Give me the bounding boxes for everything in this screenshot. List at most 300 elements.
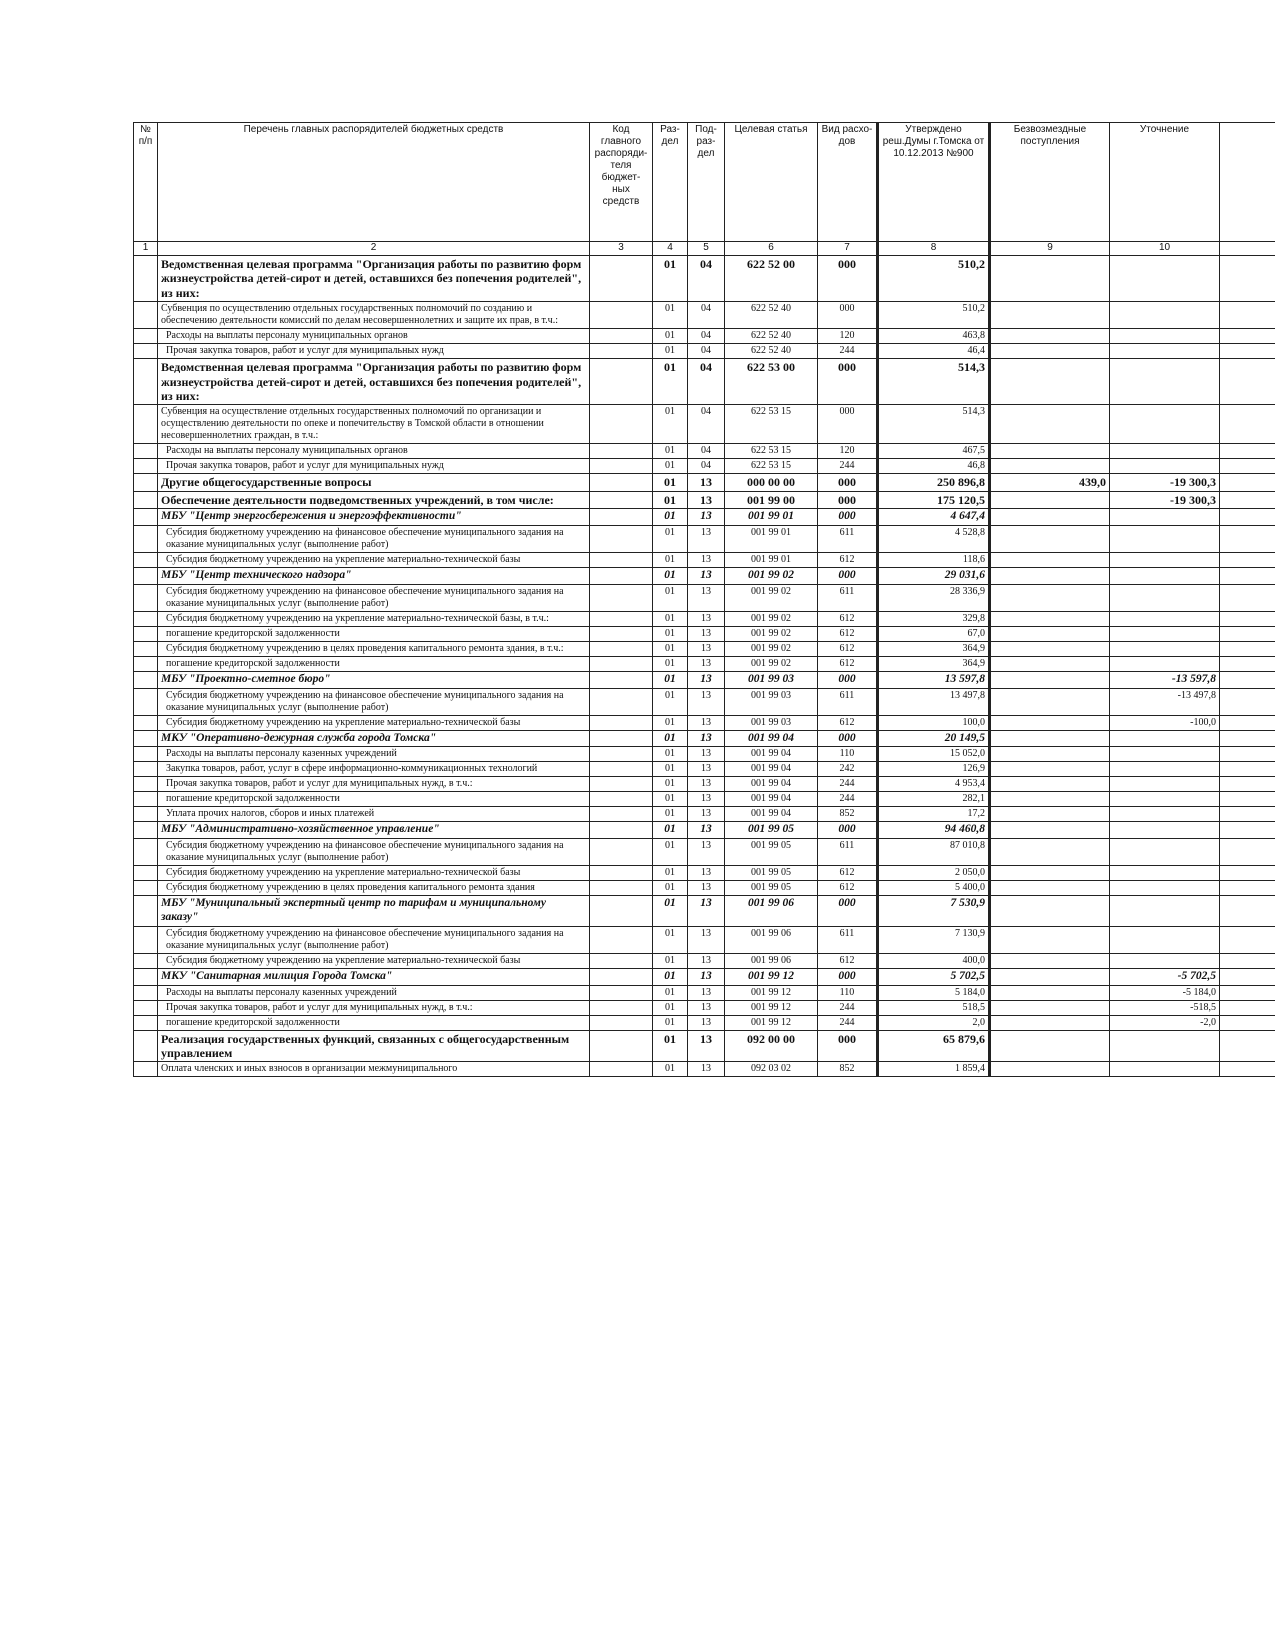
row-number bbox=[134, 747, 158, 762]
row-target-article: 001 99 12 bbox=[725, 985, 818, 1000]
row-extra bbox=[1220, 881, 1275, 896]
row-expense-type: 000 bbox=[818, 968, 878, 985]
row-target-article: 001 99 02 bbox=[725, 584, 818, 611]
row-razdel: 01 bbox=[653, 807, 688, 822]
row-admin-code bbox=[590, 715, 653, 730]
row-podrazdel: 13 bbox=[688, 611, 725, 626]
row-razdel: 01 bbox=[653, 611, 688, 626]
row-number bbox=[134, 985, 158, 1000]
row-approved: 46,8 bbox=[878, 459, 990, 474]
row-approved: 5 702,5 bbox=[878, 968, 990, 985]
row-name: Прочая закупка товаров, работ и услуг для муниципальных нужд, в т.ч.: bbox=[158, 777, 590, 792]
row-target-article: 001 99 02 bbox=[725, 567, 818, 584]
row-clarification bbox=[1110, 881, 1220, 896]
row-razdel: 01 bbox=[653, 881, 688, 896]
row-podrazdel: 13 bbox=[688, 777, 725, 792]
row-target-article: 622 53 15 bbox=[725, 444, 818, 459]
row-admin-code bbox=[590, 444, 653, 459]
row-podrazdel: 13 bbox=[688, 881, 725, 896]
row-razdel: 01 bbox=[653, 329, 688, 344]
row-expense-type: 852 bbox=[818, 807, 878, 822]
row-expense-type: 000 bbox=[818, 491, 878, 508]
row-admin-code bbox=[590, 747, 653, 762]
row-extra bbox=[1220, 985, 1275, 1000]
row-clarification bbox=[1110, 611, 1220, 626]
row-extra bbox=[1220, 611, 1275, 626]
row-admin-code bbox=[590, 839, 653, 866]
row-grants bbox=[990, 405, 1110, 444]
row-approved: 364,9 bbox=[878, 656, 990, 671]
row-target-article: 622 53 00 bbox=[725, 359, 818, 405]
row-approved: 100,0 bbox=[878, 715, 990, 730]
row-razdel: 01 bbox=[653, 747, 688, 762]
table-row bbox=[134, 359, 1275, 405]
row-podrazdel: 04 bbox=[688, 444, 725, 459]
row-extra bbox=[1220, 1062, 1275, 1077]
row-podrazdel: 13 bbox=[688, 671, 725, 688]
row-name: Субсидия бюджетному учреждению в целях проведения капитального ремонта здания, в т.ч.: bbox=[158, 641, 590, 656]
row-target-article: 622 53 15 bbox=[725, 459, 818, 474]
row-admin-code bbox=[590, 671, 653, 688]
table-row bbox=[134, 584, 1275, 611]
row-name: МБУ "Муниципальный экспертный центр по тарифам и муниципальному заказу" bbox=[158, 896, 590, 927]
row-admin-code bbox=[590, 968, 653, 985]
row-podrazdel: 13 bbox=[688, 509, 725, 526]
row-target-article: 001 99 05 bbox=[725, 866, 818, 881]
row-number bbox=[134, 926, 158, 953]
row-extra bbox=[1220, 762, 1275, 777]
row-clarification bbox=[1110, 1030, 1220, 1062]
row-extra bbox=[1220, 1030, 1275, 1062]
row-name: Реализация государственных функций, связанных с общегосударственным управлением bbox=[158, 1030, 590, 1062]
row-target-article: 001 99 12 bbox=[725, 1000, 818, 1015]
row-name: Субвенция на осуществление отдельных государственных полномочий по организации и осуществлению деятельности по опеке и попечительству в Томской области в отношении несовершеннолетних граждан, в т.ч.: bbox=[158, 405, 590, 444]
row-name: Субсидия бюджетному учреждению на финансовое обеспечение муниципального задания на оказание муниципальных услуг (выполнение работ) bbox=[158, 584, 590, 611]
row-target-article: 001 99 02 bbox=[725, 611, 818, 626]
row-podrazdel: 13 bbox=[688, 1062, 725, 1077]
row-name: МБУ "Проектно-сметное бюро" bbox=[158, 671, 590, 688]
row-target-article: 001 99 03 bbox=[725, 688, 818, 715]
row-razdel: 01 bbox=[653, 626, 688, 641]
row-admin-code bbox=[590, 881, 653, 896]
row-extra bbox=[1220, 256, 1275, 302]
row-admin-code bbox=[590, 611, 653, 626]
row-razdel: 01 bbox=[653, 953, 688, 968]
row-podrazdel: 04 bbox=[688, 405, 725, 444]
table-row bbox=[134, 444, 1275, 459]
row-clarification: -19 300,3 bbox=[1110, 474, 1220, 491]
row-clarification: -518,5 bbox=[1110, 1000, 1220, 1015]
row-extra bbox=[1220, 1015, 1275, 1030]
row-number bbox=[134, 671, 158, 688]
row-number bbox=[134, 256, 158, 302]
row-podrazdel: 13 bbox=[688, 1015, 725, 1030]
row-clarification bbox=[1110, 822, 1220, 839]
row-extra bbox=[1220, 459, 1275, 474]
row-extra bbox=[1220, 359, 1275, 405]
row-expense-type: 000 bbox=[818, 302, 878, 329]
row-approved: 46,4 bbox=[878, 344, 990, 359]
row-target-article: 001 99 01 bbox=[725, 525, 818, 552]
row-razdel: 01 bbox=[653, 491, 688, 508]
row-grants bbox=[990, 641, 1110, 656]
row-extra bbox=[1220, 1000, 1275, 1015]
row-podrazdel: 13 bbox=[688, 866, 725, 881]
row-grants bbox=[990, 822, 1110, 839]
row-number bbox=[134, 509, 158, 526]
table-row bbox=[134, 656, 1275, 671]
row-admin-code bbox=[590, 491, 653, 508]
row-number bbox=[134, 459, 158, 474]
header-number: № п/п bbox=[134, 123, 158, 242]
row-target-article: 001 99 04 bbox=[725, 730, 818, 747]
row-podrazdel: 13 bbox=[688, 807, 725, 822]
row-extra bbox=[1220, 968, 1275, 985]
row-razdel: 01 bbox=[653, 567, 688, 584]
row-approved: 17,2 bbox=[878, 807, 990, 822]
row-name: Расходы на выплаты персоналу казенных учреждений bbox=[158, 985, 590, 1000]
header-code: Код главного распоряди-теля бюджет-ных средств bbox=[590, 123, 653, 242]
row-approved: 282,1 bbox=[878, 792, 990, 807]
header-name: Перечень главных распорядителей бюджетных средств bbox=[158, 123, 590, 242]
row-clarification bbox=[1110, 896, 1220, 927]
header-clarification: Уточнение bbox=[1110, 123, 1220, 242]
row-expense-type: 000 bbox=[818, 730, 878, 747]
row-number bbox=[134, 688, 158, 715]
row-clarification bbox=[1110, 777, 1220, 792]
row-clarification bbox=[1110, 444, 1220, 459]
row-approved: 20 149,5 bbox=[878, 730, 990, 747]
row-expense-type: 120 bbox=[818, 444, 878, 459]
row-admin-code bbox=[590, 1030, 653, 1062]
row-expense-type: 000 bbox=[818, 474, 878, 491]
row-clarification bbox=[1110, 1062, 1220, 1077]
row-admin-code bbox=[590, 552, 653, 567]
row-approved: 67,0 bbox=[878, 626, 990, 641]
row-name: погашение кредиторской задолженности bbox=[158, 626, 590, 641]
row-target-article: 001 99 04 bbox=[725, 762, 818, 777]
colnum: 6 bbox=[725, 242, 818, 256]
row-podrazdel: 13 bbox=[688, 896, 725, 927]
colnum: 2 bbox=[158, 242, 590, 256]
row-target-article: 622 52 00 bbox=[725, 256, 818, 302]
row-grants bbox=[990, 866, 1110, 881]
row-clarification bbox=[1110, 329, 1220, 344]
row-number bbox=[134, 359, 158, 405]
row-name: Субсидия бюджетному учреждению на укрепление материально-технической базы bbox=[158, 866, 590, 881]
row-razdel: 01 bbox=[653, 1015, 688, 1030]
row-approved: 7 130,9 bbox=[878, 926, 990, 953]
row-expense-type: 244 bbox=[818, 344, 878, 359]
row-grants bbox=[990, 985, 1110, 1000]
row-extra bbox=[1220, 444, 1275, 459]
row-target-article: 001 99 01 bbox=[725, 509, 818, 526]
table-row bbox=[134, 968, 1275, 985]
table-row bbox=[134, 626, 1275, 641]
row-number bbox=[134, 968, 158, 985]
row-approved: 510,2 bbox=[878, 302, 990, 329]
row-approved: 250 896,8 bbox=[878, 474, 990, 491]
table-row bbox=[134, 525, 1275, 552]
row-admin-code bbox=[590, 344, 653, 359]
row-expense-type: 000 bbox=[818, 567, 878, 584]
row-admin-code bbox=[590, 1062, 653, 1077]
table-row bbox=[134, 329, 1275, 344]
header-extra bbox=[1220, 123, 1275, 242]
row-extra bbox=[1220, 552, 1275, 567]
table-row bbox=[134, 641, 1275, 656]
row-approved: 65 879,6 bbox=[878, 1030, 990, 1062]
row-grants bbox=[990, 302, 1110, 329]
row-target-article: 622 52 40 bbox=[725, 344, 818, 359]
row-grants bbox=[990, 926, 1110, 953]
row-razdel: 01 bbox=[653, 1000, 688, 1015]
header-target-article: Целевая статья bbox=[725, 123, 818, 242]
row-grants bbox=[990, 1015, 1110, 1030]
row-clarification bbox=[1110, 584, 1220, 611]
row-razdel: 01 bbox=[653, 730, 688, 747]
row-name: Прочая закупка товаров, работ и услуг для муниципальных нужд bbox=[158, 459, 590, 474]
row-approved: 329,8 bbox=[878, 611, 990, 626]
row-approved: 4 528,8 bbox=[878, 525, 990, 552]
row-target-article: 622 53 15 bbox=[725, 405, 818, 444]
row-target-article: 001 99 02 bbox=[725, 641, 818, 656]
table-row bbox=[134, 747, 1275, 762]
row-expense-type: 110 bbox=[818, 747, 878, 762]
row-approved: 5 400,0 bbox=[878, 881, 990, 896]
row-clarification: -5 702,5 bbox=[1110, 968, 1220, 985]
row-number bbox=[134, 491, 158, 508]
table-row bbox=[134, 762, 1275, 777]
row-admin-code bbox=[590, 474, 653, 491]
row-number bbox=[134, 302, 158, 329]
row-admin-code bbox=[590, 525, 653, 552]
row-podrazdel: 13 bbox=[688, 747, 725, 762]
row-approved: 126,9 bbox=[878, 762, 990, 777]
row-number bbox=[134, 474, 158, 491]
row-extra bbox=[1220, 302, 1275, 329]
row-clarification bbox=[1110, 926, 1220, 953]
row-podrazdel: 13 bbox=[688, 715, 725, 730]
header-podrazdel: Под-раз-дел bbox=[688, 123, 725, 242]
row-admin-code bbox=[590, 459, 653, 474]
row-name: Субвенция по осуществлению отдельных государственных полномочий по созданию и обеспечению деятельности комиссий по делам несовершеннолетних и защите их прав, в т.ч.: bbox=[158, 302, 590, 329]
row-target-article: 001 99 06 bbox=[725, 896, 818, 927]
row-admin-code bbox=[590, 509, 653, 526]
row-approved: 28 336,9 bbox=[878, 584, 990, 611]
row-number bbox=[134, 807, 158, 822]
row-number bbox=[134, 552, 158, 567]
table-row bbox=[134, 405, 1275, 444]
row-expense-type: 244 bbox=[818, 1015, 878, 1030]
row-podrazdel: 13 bbox=[688, 491, 725, 508]
row-approved: 514,3 bbox=[878, 405, 990, 444]
table-row bbox=[134, 1062, 1275, 1077]
row-grants bbox=[990, 444, 1110, 459]
row-name: погашение кредиторской задолженности bbox=[158, 656, 590, 671]
row-approved: 7 530,9 bbox=[878, 896, 990, 927]
row-expense-type: 000 bbox=[818, 405, 878, 444]
row-admin-code bbox=[590, 1000, 653, 1015]
row-razdel: 01 bbox=[653, 792, 688, 807]
row-admin-code bbox=[590, 405, 653, 444]
row-extra bbox=[1220, 474, 1275, 491]
row-target-article: 001 99 04 bbox=[725, 807, 818, 822]
row-name: Субсидия бюджетному учреждению на укрепление материально-технической базы bbox=[158, 953, 590, 968]
row-expense-type: 611 bbox=[818, 839, 878, 866]
row-extra bbox=[1220, 525, 1275, 552]
table-row bbox=[134, 552, 1275, 567]
row-admin-code bbox=[590, 641, 653, 656]
row-expense-type: 611 bbox=[818, 525, 878, 552]
row-name: Субсидия бюджетному учреждению на финансовое обеспечение муниципального задания на оказание муниципальных услуг (выполнение работ) bbox=[158, 525, 590, 552]
row-admin-code bbox=[590, 688, 653, 715]
row-approved: 15 052,0 bbox=[878, 747, 990, 762]
table-row bbox=[134, 688, 1275, 715]
row-clarification bbox=[1110, 839, 1220, 866]
row-expense-type: 000 bbox=[818, 896, 878, 927]
row-admin-code bbox=[590, 926, 653, 953]
row-admin-code bbox=[590, 822, 653, 839]
row-clarification bbox=[1110, 525, 1220, 552]
row-admin-code bbox=[590, 762, 653, 777]
row-target-article: 001 99 02 bbox=[725, 626, 818, 641]
row-admin-code bbox=[590, 807, 653, 822]
row-extra bbox=[1220, 896, 1275, 927]
table-row bbox=[134, 256, 1275, 302]
colnum: 3 bbox=[590, 242, 653, 256]
row-clarification bbox=[1110, 302, 1220, 329]
row-razdel: 01 bbox=[653, 985, 688, 1000]
row-target-article: 001 99 05 bbox=[725, 881, 818, 896]
row-razdel: 01 bbox=[653, 584, 688, 611]
table-row bbox=[134, 1015, 1275, 1030]
row-target-article: 622 52 40 bbox=[725, 302, 818, 329]
row-number bbox=[134, 405, 158, 444]
row-razdel: 01 bbox=[653, 641, 688, 656]
row-grants bbox=[990, 777, 1110, 792]
row-admin-code bbox=[590, 656, 653, 671]
row-name: МКУ "Оперативно-дежурная служба города Томска" bbox=[158, 730, 590, 747]
row-expense-type: 612 bbox=[818, 866, 878, 881]
row-extra bbox=[1220, 491, 1275, 508]
colnum: 10 bbox=[1110, 242, 1220, 256]
colnum: 9 bbox=[990, 242, 1110, 256]
row-name: погашение кредиторской задолженности bbox=[158, 1015, 590, 1030]
row-approved: 94 460,8 bbox=[878, 822, 990, 839]
row-podrazdel: 13 bbox=[688, 792, 725, 807]
row-admin-code bbox=[590, 730, 653, 747]
row-expense-type: 612 bbox=[818, 881, 878, 896]
row-extra bbox=[1220, 777, 1275, 792]
row-extra bbox=[1220, 866, 1275, 881]
row-target-article: 000 00 00 bbox=[725, 474, 818, 491]
row-razdel: 01 bbox=[653, 866, 688, 881]
row-number bbox=[134, 1000, 158, 1015]
row-grants bbox=[990, 626, 1110, 641]
row-clarification bbox=[1110, 730, 1220, 747]
table-row bbox=[134, 1000, 1275, 1015]
row-admin-code bbox=[590, 866, 653, 881]
row-expense-type: 612 bbox=[818, 552, 878, 567]
row-grants bbox=[990, 762, 1110, 777]
row-admin-code bbox=[590, 329, 653, 344]
row-expense-type: 000 bbox=[818, 671, 878, 688]
row-clarification bbox=[1110, 359, 1220, 405]
row-grants bbox=[990, 611, 1110, 626]
row-number bbox=[134, 953, 158, 968]
table-row bbox=[134, 866, 1275, 881]
row-razdel: 01 bbox=[653, 762, 688, 777]
row-name: Расходы на выплаты персоналу казенных учреждений bbox=[158, 747, 590, 762]
row-expense-type: 244 bbox=[818, 1000, 878, 1015]
row-name: Субсидия бюджетному учреждению на финансовое обеспечение муниципального задания на оказание муниципальных услуг (выполнение работ) bbox=[158, 688, 590, 715]
row-number bbox=[134, 444, 158, 459]
row-grants bbox=[990, 459, 1110, 474]
row-expense-type: 242 bbox=[818, 762, 878, 777]
row-admin-code bbox=[590, 302, 653, 329]
row-expense-type: 244 bbox=[818, 459, 878, 474]
row-clarification bbox=[1110, 656, 1220, 671]
row-extra bbox=[1220, 344, 1275, 359]
row-grants bbox=[990, 807, 1110, 822]
row-podrazdel: 13 bbox=[688, 1000, 725, 1015]
row-target-article: 001 99 03 bbox=[725, 715, 818, 730]
row-grants bbox=[990, 953, 1110, 968]
row-clarification bbox=[1110, 807, 1220, 822]
row-admin-code bbox=[590, 896, 653, 927]
row-target-article: 001 99 06 bbox=[725, 953, 818, 968]
row-podrazdel: 13 bbox=[688, 926, 725, 953]
row-clarification: -13 597,8 bbox=[1110, 671, 1220, 688]
row-razdel: 01 bbox=[653, 656, 688, 671]
row-extra bbox=[1220, 567, 1275, 584]
row-podrazdel: 13 bbox=[688, 641, 725, 656]
row-grants bbox=[990, 968, 1110, 985]
row-grants bbox=[990, 329, 1110, 344]
row-grants bbox=[990, 896, 1110, 927]
row-extra bbox=[1220, 584, 1275, 611]
row-clarification bbox=[1110, 953, 1220, 968]
row-name: Расходы на выплаты персоналу муниципальных органов bbox=[158, 329, 590, 344]
row-podrazdel: 13 bbox=[688, 822, 725, 839]
colnum: 8 bbox=[878, 242, 990, 256]
table-row bbox=[134, 671, 1275, 688]
row-target-article: 001 99 00 bbox=[725, 491, 818, 508]
table-header-row bbox=[134, 123, 1275, 242]
row-podrazdel: 04 bbox=[688, 459, 725, 474]
row-grants bbox=[990, 792, 1110, 807]
row-name: Субсидия бюджетному учреждению в целях проведения капитального ремонта здания bbox=[158, 881, 590, 896]
row-approved: 4 647,4 bbox=[878, 509, 990, 526]
header-expense-type: Вид расхо-дов bbox=[818, 123, 878, 242]
row-razdel: 01 bbox=[653, 671, 688, 688]
row-grants bbox=[990, 881, 1110, 896]
row-name: МБУ "Административно-хозяйственное управление" bbox=[158, 822, 590, 839]
colnum: 5 bbox=[688, 242, 725, 256]
row-approved: 118,6 bbox=[878, 552, 990, 567]
table-row bbox=[134, 881, 1275, 896]
row-number bbox=[134, 567, 158, 584]
row-podrazdel: 13 bbox=[688, 525, 725, 552]
row-grants bbox=[990, 344, 1110, 359]
row-clarification: -19 300,3 bbox=[1110, 491, 1220, 508]
row-admin-code bbox=[590, 359, 653, 405]
row-razdel: 01 bbox=[653, 525, 688, 552]
row-target-article: 001 99 05 bbox=[725, 822, 818, 839]
row-podrazdel: 04 bbox=[688, 359, 725, 405]
row-target-article: 001 99 12 bbox=[725, 1015, 818, 1030]
